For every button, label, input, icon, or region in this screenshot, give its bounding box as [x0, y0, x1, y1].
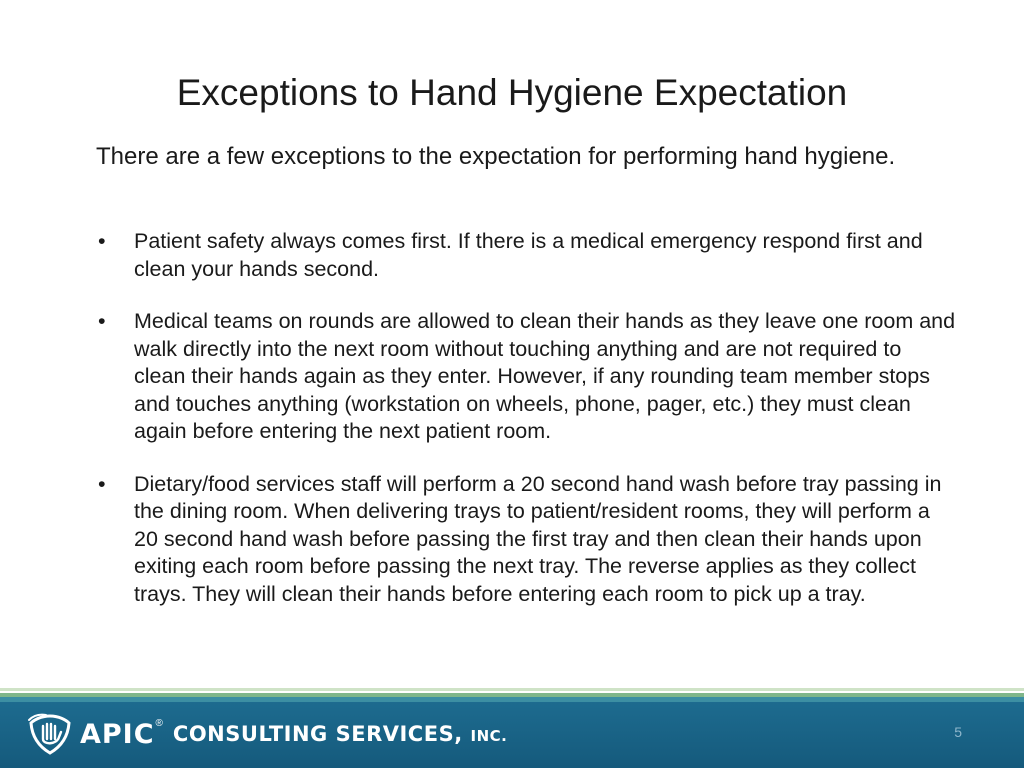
page-number: 5: [954, 724, 962, 740]
company-logo: [26, 712, 507, 756]
bullet-item: [96, 308, 956, 446]
bullet-text: Medical teams on rounds are allowed to clean their hands as they leave one room and walk directly into the next room without touching anything and are not required to clean their hands again as they enter. However, if any rounding team member stops and touches anything (workstation on wheels, phone, pager, etc.) they must clean again before entering the next patient room.: [134, 309, 956, 443]
hand-shield-icon: [26, 712, 74, 756]
slide-intro: There are a few exceptions to the expectation for performing hand hygiene.: [96, 143, 896, 170]
bullet-marker: •: [98, 309, 106, 333]
bullet-marker: •: [98, 471, 106, 496]
bullet-item: [96, 471, 956, 609]
logo-brand: APIC: [80, 718, 155, 750]
logo-company-suffix: INC.: [470, 727, 508, 745]
bullet-item: [96, 228, 956, 283]
bullet-text: Patient safety always comes first. If there is a medical emergency respond first and clean your hands second.: [134, 229, 923, 281]
logo-company-main: CONSULTING SERVICES,: [172, 722, 471, 746]
logo-company-name: [173, 722, 507, 746]
bullet-list: [96, 228, 956, 608]
footer-stripes: [0, 688, 1024, 702]
bullet-marker: •: [98, 229, 106, 253]
slide-title: Exceptions to Hand Hygiene Expectation: [176, 72, 848, 113]
bullet-text: Dietary/food services staff will perform a 20 second hand wash before tray passing in the dining room. When delivering trays to patient/resident rooms, they will perform a 20 second hand wash before passing the first tray and then clean their hands upon exiting each room before passing the next tray. The reverse applies as they collect trays. They will clean their hands before entering each room to pick up a tray.: [134, 471, 942, 606]
logo-registered-mark: ®: [155, 718, 163, 729]
